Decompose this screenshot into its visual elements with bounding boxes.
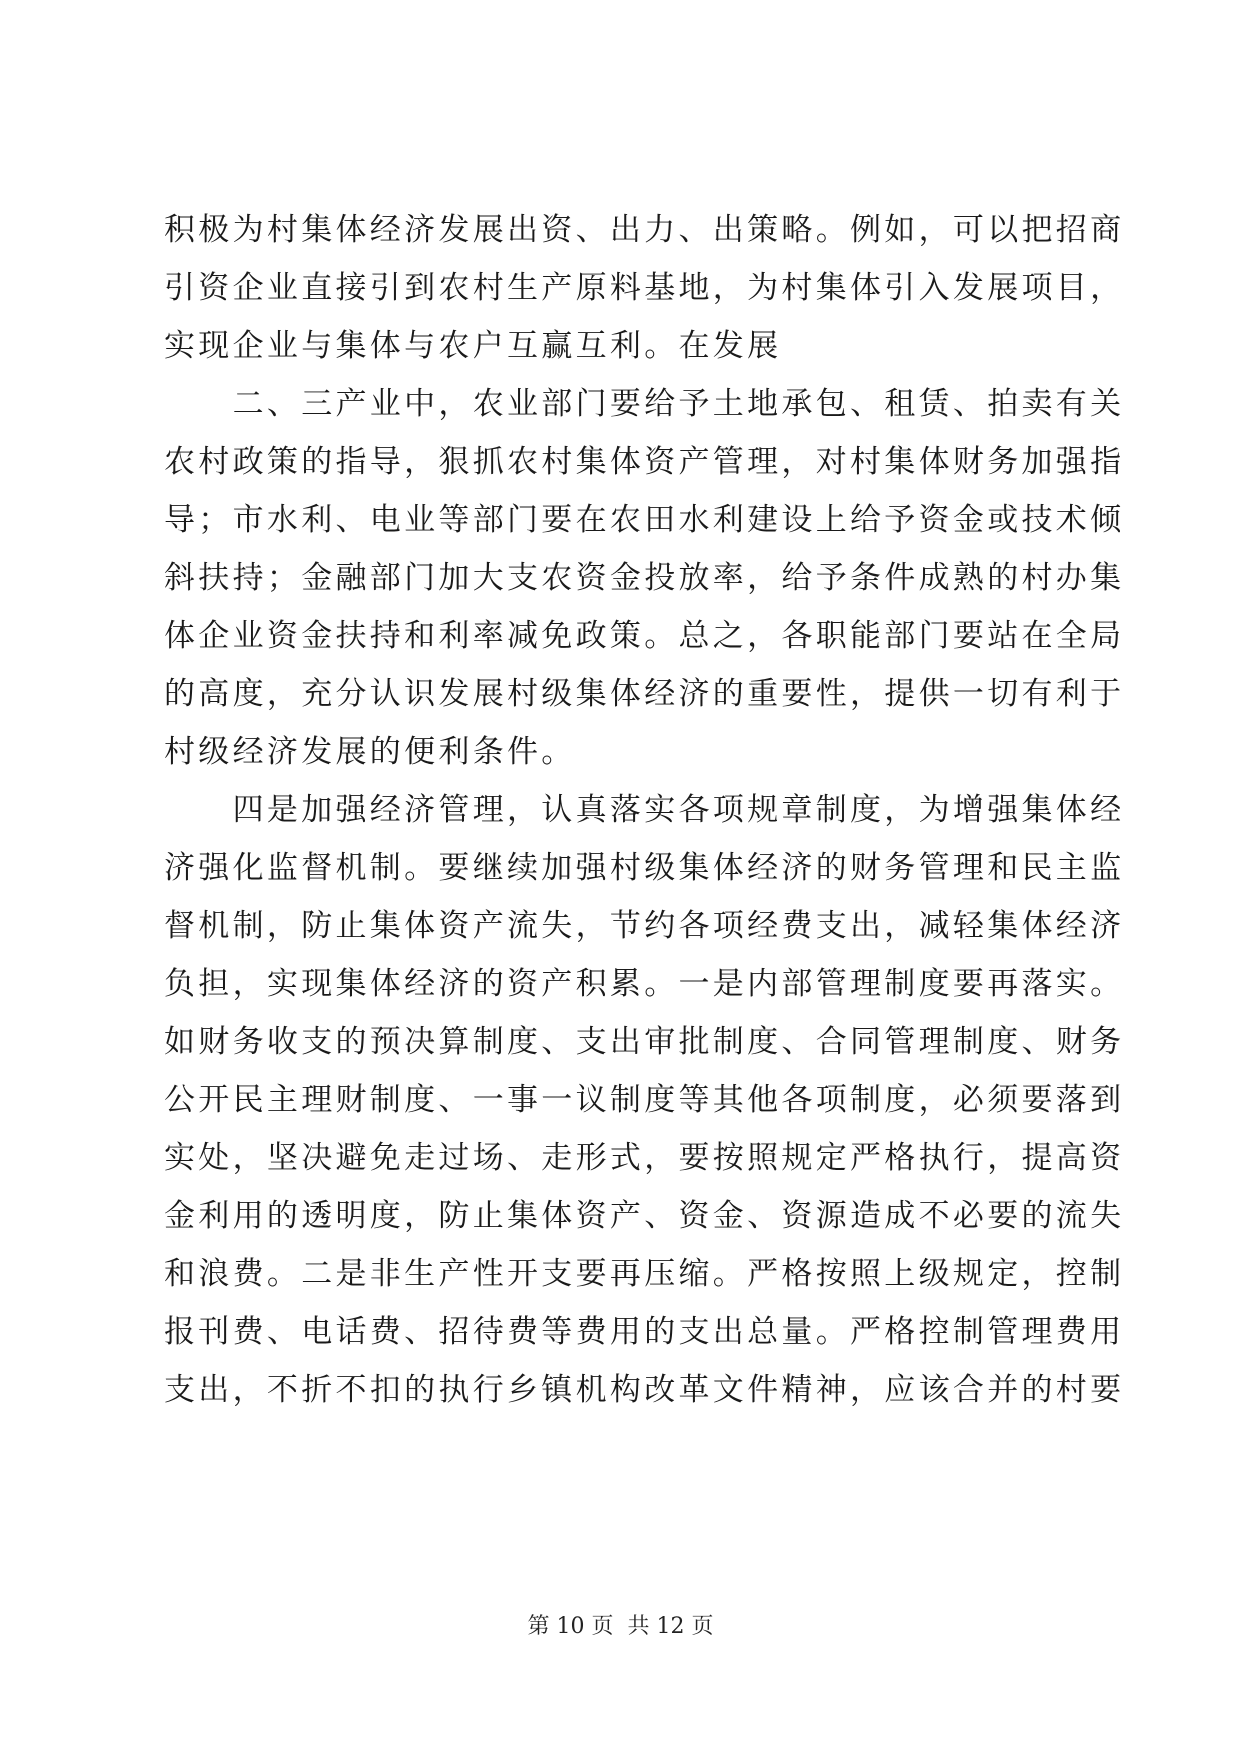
body-text-line: 导；市水利、电业等部门要在农田水利建设上给予资金或技术倾 xyxy=(164,502,1125,538)
body-text-line: 金利用的透明度，防止集体资产、资金、资源造成不必要的流失 xyxy=(164,1198,1125,1234)
body-text-line: 如财务收支的预决算制度、支出审批制度、合同管理制度、财务 xyxy=(164,1024,1125,1060)
body-text-line: 公开民主理财制度、一事一议制度等其他各项制度，必须要落到 xyxy=(164,1082,1125,1118)
body-text-line: 报刊费、电话费、招待费等费用的支出总量。严格控制管理费用 xyxy=(164,1314,1125,1350)
body-text-line: 督机制，防止集体资产流失，节约各项经费支出，减轻集体经济 xyxy=(164,908,1125,944)
body-text-line: 二、三产业中，农业部门要给予土地承包、租赁、拍卖有关 xyxy=(164,386,1125,422)
body-text-line: 支出，不折不扣的执行乡镇机构改革文件精神，应该合并的村要 xyxy=(164,1372,1125,1408)
body-text-line: 和浪费。二是非生产性开支要再压缩。严格按照上级规定，控制 xyxy=(164,1256,1125,1292)
body-text-line: 村级经济发展的便利条件。 xyxy=(164,734,576,770)
body-text-line: 积极为村集体经济发展出资、出力、出策略。例如，可以把招商 xyxy=(164,212,1125,248)
page-footer xyxy=(0,1612,1241,1642)
body-text-line: 农村政策的指导，狠抓农村集体资产管理，对村集体财务加强指 xyxy=(164,444,1125,480)
body-text-line: 实现企业与集体与农户互赢互利。在发展 xyxy=(164,328,782,364)
page-total: 共 12 页 xyxy=(627,1614,714,1639)
body-text-line: 斜扶持；金融部门加大支农资金投放率，给予条件成熟的村办集 xyxy=(164,560,1125,596)
body-text-line: 实处，坚决避免走过场、走形式，要按照规定严格执行，提高资 xyxy=(164,1140,1125,1176)
body-text-line: 四是加强经济管理，认真落实各项规章制度，为增强集体经 xyxy=(164,792,1125,828)
page-number: 第 10 页 xyxy=(527,1614,614,1639)
body-text-line: 济强化监督机制。要继续加强村级集体经济的财务管理和民主监 xyxy=(164,850,1125,886)
body-text-line: 引资企业直接引到农村生产原料基地，为村集体引入发展项目， xyxy=(164,270,1125,306)
body-text-line: 体企业资金扶持和利率减免政策。总之，各职能部门要站在全局 xyxy=(164,618,1125,654)
body-text-line: 的高度，充分认识发展村级集体经济的重要性，提供一切有利于 xyxy=(164,676,1125,712)
body-text-line: 负担，实现集体经济的资产积累。一是内部管理制度要再落实。 xyxy=(164,966,1125,1002)
